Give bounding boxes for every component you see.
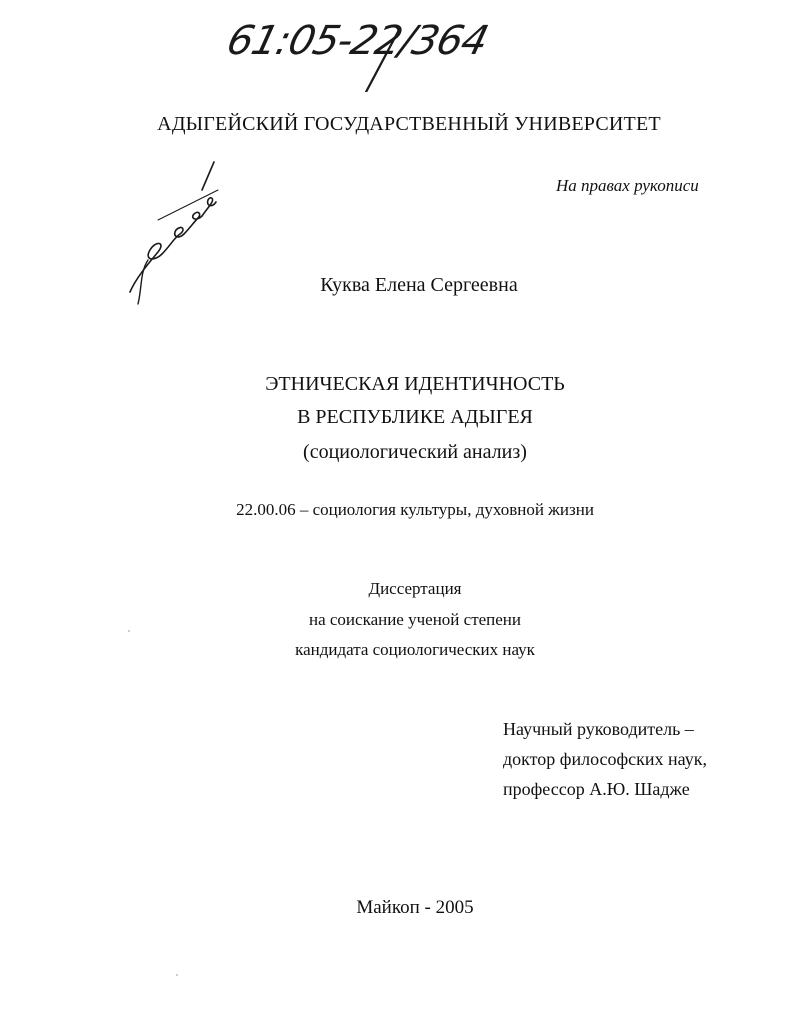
manuscript-note: На правах рукописи xyxy=(556,176,699,195)
supervisor-label: Научный руководитель – xyxy=(503,719,694,739)
scan-speck xyxy=(128,630,130,632)
supervisor-name: профессор А.Ю. Шадже xyxy=(503,779,690,799)
scan-speck xyxy=(176,974,178,976)
degree-name: кандидата социологических наук xyxy=(295,640,535,659)
city-year: Майкоп - 2005 xyxy=(356,897,474,918)
university-name: АДЫГЕЙСКИЙ ГОСУДАРСТВЕННЫЙ УНИВЕРСИТЕТ xyxy=(157,113,661,135)
dissertation-title-line-2: В РЕСПУБЛИКЕ АДЫГЕЯ xyxy=(297,406,533,428)
supervisor-degree: доктор философских наук, xyxy=(503,749,707,769)
archive-code-text: 61:05-22/364 xyxy=(222,18,493,64)
degree-purpose: на соискание ученой степени xyxy=(308,610,522,629)
specialty-code: 22.00.06 – социология культуры, духовной жизни xyxy=(236,500,594,519)
dissertation-title-line-1: ЭТНИЧЕСКАЯ ИДЕНТИЧНОСТЬ xyxy=(265,373,565,395)
dissertation-label: Диссертация xyxy=(368,579,462,598)
archive-code-stamp xyxy=(222,10,493,92)
dissertation-subtitle: (социологический анализ) xyxy=(303,441,527,463)
author-name: Куква Елена Сергеевна xyxy=(320,274,518,296)
